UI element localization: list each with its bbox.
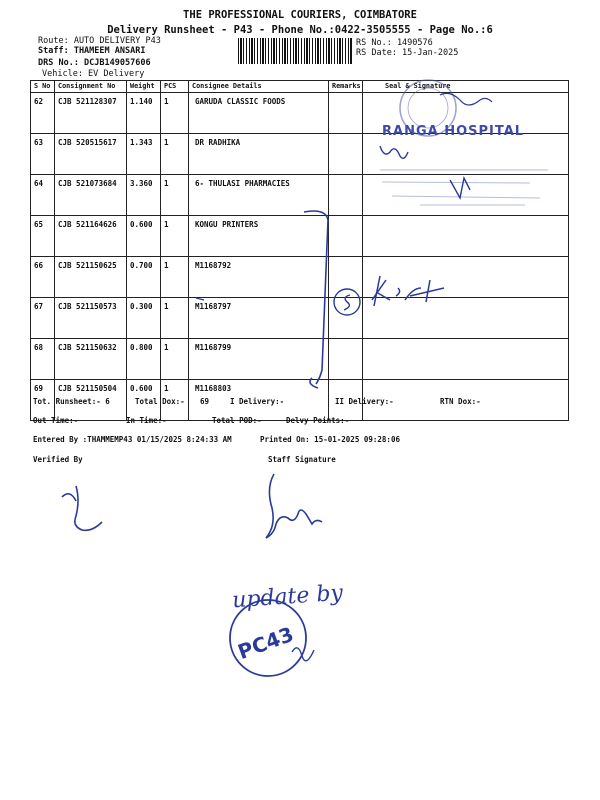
table-row (31, 175, 569, 216)
remarks (329, 216, 363, 257)
table-row (31, 257, 569, 298)
consignment-number: CJB 521073684 (55, 175, 127, 216)
weight: 0.700 (127, 257, 161, 298)
column-header: Consignment No (55, 81, 127, 93)
seal-signature (363, 257, 569, 298)
consignee-details: M1168799 (189, 339, 329, 380)
column-header: Weight (127, 81, 161, 93)
pc43-circle (230, 600, 306, 676)
remarks (329, 257, 363, 298)
pieces: 1 (161, 216, 189, 257)
remarks (329, 339, 363, 380)
serial-number: 63 (31, 134, 55, 175)
remarks (329, 134, 363, 175)
staff-signature-label: Staff Signature (268, 455, 336, 464)
column-header: Seal & Signature (363, 81, 569, 93)
seal-signature (363, 298, 569, 339)
remarks (329, 298, 363, 339)
weight: 0.600 (127, 216, 161, 257)
pieces: 1 (161, 380, 189, 421)
consignee-details: M1168803 (189, 380, 329, 421)
remarks (329, 175, 363, 216)
handwritten-update-note: update by (231, 580, 344, 614)
rs-number: RS No.: 1490576 (356, 38, 433, 48)
seal-signature (363, 134, 569, 175)
seal-signature (363, 339, 569, 380)
serial-number: 68 (31, 339, 55, 380)
vehicle-label: Vehicle: EV Delivery (42, 69, 145, 79)
table-row (31, 216, 569, 257)
weight: 3.360 (127, 175, 161, 216)
consignment-number: CJB 521150504 (55, 380, 127, 421)
table-row (31, 298, 569, 339)
consignment-number: CJB 521150573 (55, 298, 127, 339)
consignment-number: CJB 521150625 (55, 257, 127, 298)
serial-number: 65 (31, 216, 55, 257)
consignee-details: 6- THULASI PHARMACIES (189, 175, 329, 216)
column-header: PCS (161, 81, 189, 93)
weight: 1.140 (127, 93, 161, 134)
column-header: Remarks (329, 81, 363, 93)
column-header: S No (31, 81, 55, 93)
printed-on: Printed On: 15-01-2025 09:28:06 (260, 435, 400, 444)
pieces: 1 (161, 339, 189, 380)
consignment-number: CJB 520515617 (55, 134, 127, 175)
verified-signature (62, 486, 102, 530)
hospital-stamp: RANGA HOSPITAL (382, 124, 525, 139)
seal-signature (363, 175, 569, 216)
pc43-label: PC43 (234, 621, 297, 665)
pieces: 1 (161, 93, 189, 134)
table-row (31, 93, 569, 134)
pieces: 1 (161, 298, 189, 339)
company-name: THE PROFESSIONAL COURIERS, COIMBATORE (183, 9, 417, 21)
i-delivery: I Delivery:- (230, 397, 285, 406)
consignment-number: CJB 521164626 (55, 216, 127, 257)
serial-number: 66 (31, 257, 55, 298)
pieces: 1 (161, 257, 189, 298)
in-time: In Time:- (126, 416, 167, 425)
ii-delivery: II Delivery:- (335, 397, 394, 406)
total-dox-label: Total Dox:- (135, 397, 185, 406)
staff-label: Staff: THAMEEM ANSARI (38, 46, 146, 56)
pieces: 1 (161, 134, 189, 175)
weight: 0.300 (127, 298, 161, 339)
pieces: 1 (161, 175, 189, 216)
delvy-points: Delvy Points:- (286, 416, 350, 425)
consignment-number: CJB 521128307 (55, 93, 127, 134)
table-header-row (31, 81, 569, 93)
consignment-number: CJB 521150632 (55, 339, 127, 380)
weight: 0.800 (127, 339, 161, 380)
serial-number: 67 (31, 298, 55, 339)
weight: 1.343 (127, 134, 161, 175)
route-label: Route: AUTO DELIVERY P43 (38, 36, 161, 46)
serial-number: 62 (31, 93, 55, 134)
remarks (329, 93, 363, 134)
rtn-dox: RTN Dox:- (440, 397, 481, 406)
consignee-details: M1168797 (189, 298, 329, 339)
delivery-table (30, 80, 569, 421)
rs-date: RS Date: 15-Jan-2025 (356, 48, 459, 58)
verified-by-label: Verified By (33, 455, 83, 464)
staff-signature (266, 474, 322, 538)
weight: 0.600 (127, 380, 161, 421)
barcode (238, 38, 353, 64)
total-pod: Total POD:- (212, 416, 262, 425)
seal-signature (363, 216, 569, 257)
drs-number: DRS No.: DCJB149057606 (38, 58, 151, 68)
entered-by: Entered By :THAMMEMP43 01/15/2025 8:24:33 AM (33, 435, 232, 444)
consignee-details: M1168792 (189, 257, 329, 298)
serial-number: 69 (31, 380, 55, 421)
table-row (31, 380, 569, 421)
total-dox-value: 69 (200, 397, 210, 406)
tot-runsheet: Tot. Runsheet:- 6 (33, 397, 110, 406)
consignee-details: KONGU PRINTERS (189, 216, 329, 257)
consignee-details: GARUDA CLASSIC FOODS (189, 93, 329, 134)
serial-number: 64 (31, 175, 55, 216)
consignee-details: DR RADHIKA (189, 134, 329, 175)
runsheet-title: Delivery Runsheet - P43 - Phone No.:0422-3505555 - Page No.:6 (107, 24, 493, 36)
seal-signature (363, 93, 569, 134)
table-row (31, 134, 569, 175)
out-time: Out Time:- (33, 416, 79, 425)
column-header: Consignee Details (189, 81, 329, 93)
table-row (31, 339, 569, 380)
